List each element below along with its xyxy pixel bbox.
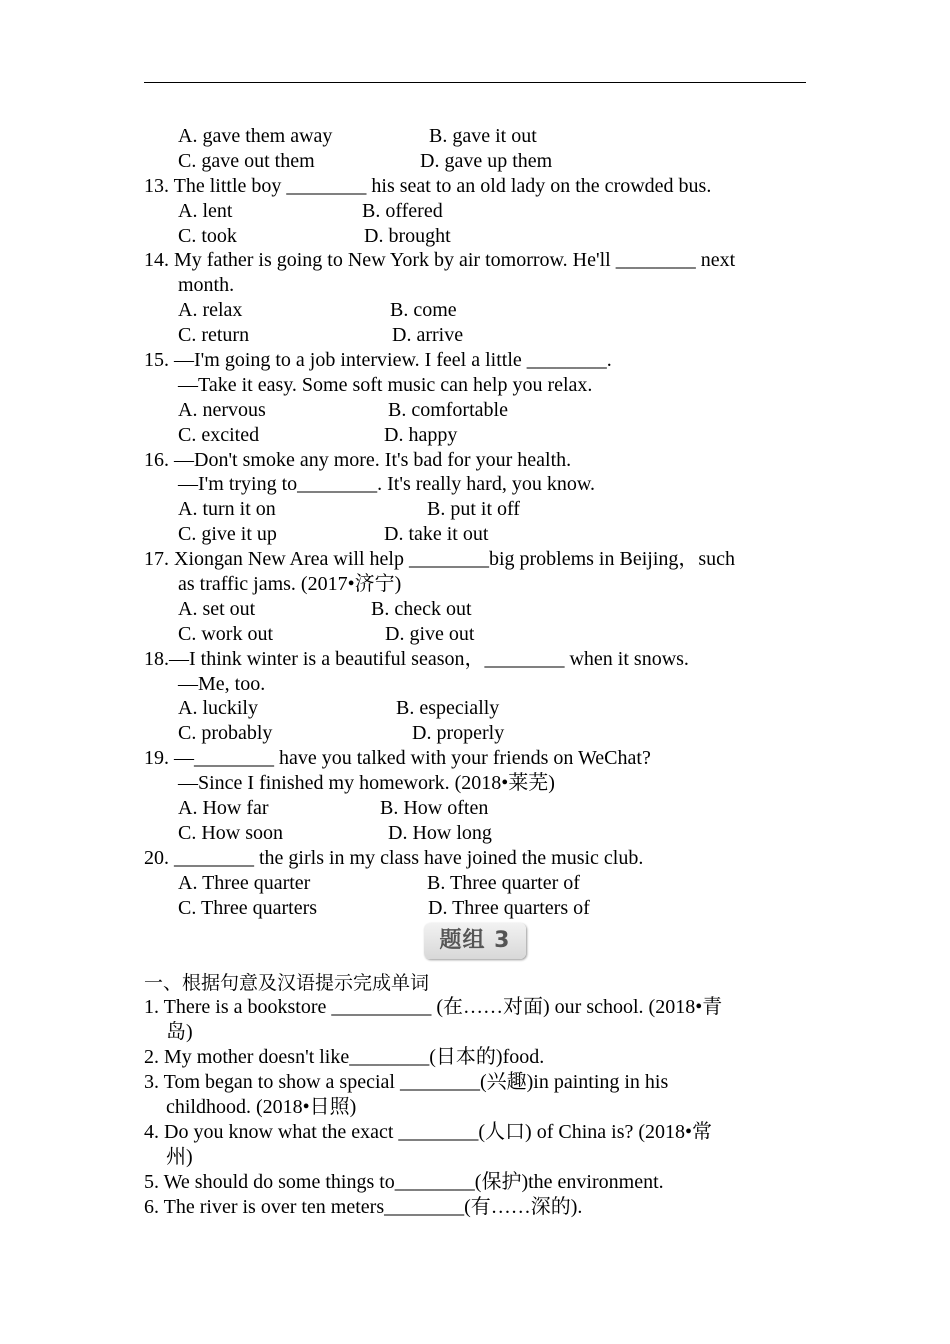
option-row bbox=[144, 398, 810, 423]
option-d: D. give out bbox=[385, 622, 475, 645]
question-number: 15. bbox=[144, 349, 169, 372]
option-a: A. nervous bbox=[178, 398, 266, 421]
question-17 bbox=[144, 547, 810, 572]
question-16 bbox=[144, 448, 810, 473]
question-19 bbox=[144, 746, 810, 771]
fill-item-4-continued: 州) bbox=[166, 1145, 193, 1168]
option-d: D. arrive bbox=[392, 324, 464, 347]
option-c: C. excited bbox=[178, 423, 260, 446]
question-number: 19. bbox=[144, 747, 169, 770]
question-number: 13. bbox=[144, 174, 169, 197]
option-c: C. How soon bbox=[178, 821, 284, 844]
question-13 bbox=[144, 174, 810, 199]
question-18 bbox=[144, 647, 810, 672]
section-title: 一、根据句意及汉语提示完成单词 bbox=[144, 971, 430, 994]
option-b: B. come bbox=[390, 299, 457, 322]
question-stem: Xiongan New Area will help ________big problems in Beijing，such bbox=[174, 548, 736, 571]
fill-item-3-continued: childhood. (2018•日照) bbox=[166, 1095, 357, 1118]
fill-item-2: 2. My mother doesn't like________(日本的)food. bbox=[144, 1046, 545, 1069]
question-stem: The little boy ________ his seat to an old lady on the crowded bus. bbox=[173, 174, 712, 197]
option-row bbox=[144, 622, 810, 647]
question-number: 17. bbox=[144, 548, 169, 571]
option-b: B. offered bbox=[362, 199, 443, 222]
option-row bbox=[144, 821, 810, 846]
group-badge-row bbox=[144, 921, 810, 971]
option-row bbox=[144, 597, 810, 622]
option-b: B. check out bbox=[371, 597, 472, 620]
question-number: 14. bbox=[144, 249, 169, 272]
option-c: C. took bbox=[178, 224, 237, 247]
option-a: A. gave them away bbox=[178, 125, 333, 147]
option-d: D. Three quarters of bbox=[428, 896, 590, 919]
option-row bbox=[144, 721, 810, 746]
question-stem: —________ have you talked with your friends on WeChat? bbox=[174, 747, 651, 770]
option-row bbox=[144, 423, 810, 448]
question-stem-continued: —Take it easy. Some soft music can help you relax. bbox=[178, 373, 593, 396]
question-stem: My father is going to New York by air tomorrow. He'll ________ next bbox=[174, 249, 736, 272]
question-stem: —Don't smoke any more. It's bad for your health. bbox=[174, 448, 572, 471]
fill-item-3: 3. Tom began to show a special ________(兴趣)in painting in his bbox=[144, 1071, 669, 1094]
question-number: 16. bbox=[144, 448, 169, 471]
option-row bbox=[144, 224, 810, 249]
option-row bbox=[144, 522, 810, 547]
option-row bbox=[144, 323, 810, 348]
option-b: B. comfortable bbox=[388, 398, 508, 421]
option-a: A. luckily bbox=[178, 697, 258, 720]
option-d: D. brought bbox=[364, 224, 451, 247]
question-15 bbox=[144, 348, 810, 373]
question-stem: —I think winter is a beautiful season，________ when it snows. bbox=[169, 647, 689, 670]
question-stem-continued: as traffic jams. (2017•济宁) bbox=[178, 573, 402, 596]
fill-item-4: 4. Do you know what the exact ________(人口) of China is? (2018•常 bbox=[144, 1120, 713, 1143]
question-14 bbox=[144, 248, 810, 273]
option-row bbox=[144, 696, 810, 721]
question-stem-continued: —I'm trying to________. It's really hard, you know. bbox=[178, 473, 595, 496]
option-row bbox=[144, 796, 810, 821]
option-c: C. Three quarters bbox=[178, 896, 318, 919]
worksheet bbox=[144, 124, 810, 1219]
option-a: A. lent bbox=[178, 199, 233, 222]
option-d: D. take it out bbox=[384, 523, 489, 546]
option-row bbox=[144, 871, 810, 896]
option-c: C. probably bbox=[178, 722, 273, 745]
question-stem-continued: —Me, too. bbox=[178, 672, 266, 695]
option-c: C. work out bbox=[178, 622, 273, 645]
question-number: 18. bbox=[144, 647, 169, 670]
option-d: D. happy bbox=[384, 423, 458, 446]
option-row bbox=[144, 497, 810, 522]
question-stem: ________ the girls in my class have joined the music club. bbox=[174, 846, 644, 869]
option-d: D. How long bbox=[388, 821, 492, 844]
option-b: B. put it off bbox=[427, 498, 520, 521]
option-c: C. return bbox=[178, 324, 250, 347]
option-a: A. set out bbox=[178, 597, 256, 620]
option-a: A. How far bbox=[178, 797, 269, 820]
option-row bbox=[144, 199, 810, 224]
fill-item-6: 6. The river is over ten meters________(有……深的). bbox=[144, 1195, 583, 1218]
option-c: C. give it up bbox=[178, 523, 277, 546]
question-20 bbox=[144, 846, 810, 871]
fill-item-5: 5. We should do some things to________(保护)the environment. bbox=[144, 1170, 664, 1193]
option-d: D. gave up them bbox=[420, 149, 553, 172]
option-row bbox=[144, 896, 810, 921]
option-b: B. gave it out bbox=[429, 125, 537, 147]
question-number: 20. bbox=[144, 846, 169, 869]
question-stem-continued: —Since I finished my homework. (2018•莱芜) bbox=[178, 772, 555, 795]
option-a: A. turn it on bbox=[178, 498, 276, 521]
option-row bbox=[144, 124, 810, 149]
header-rule bbox=[144, 82, 806, 83]
question-stem-continued: month. bbox=[178, 274, 235, 297]
fill-item-1: 1. There is a bookstore __________ (在……对面) our school. (2018•青 bbox=[144, 996, 723, 1019]
group-badge: 题组 3 bbox=[424, 923, 526, 959]
option-row bbox=[144, 298, 810, 323]
option-b: B. especially bbox=[396, 697, 500, 720]
option-row bbox=[144, 149, 810, 174]
option-a: A. Three quarter bbox=[178, 871, 311, 894]
option-c: C. gave out them bbox=[178, 149, 315, 172]
option-b: B. How often bbox=[380, 797, 489, 820]
option-a: A. relax bbox=[178, 299, 243, 322]
option-d: D. properly bbox=[412, 722, 505, 745]
option-b: B. Three quarter of bbox=[427, 871, 580, 894]
fill-item-1-continued: 岛) bbox=[166, 1021, 193, 1044]
question-stem: —I'm going to a job interview. I feel a little ________. bbox=[174, 349, 612, 372]
